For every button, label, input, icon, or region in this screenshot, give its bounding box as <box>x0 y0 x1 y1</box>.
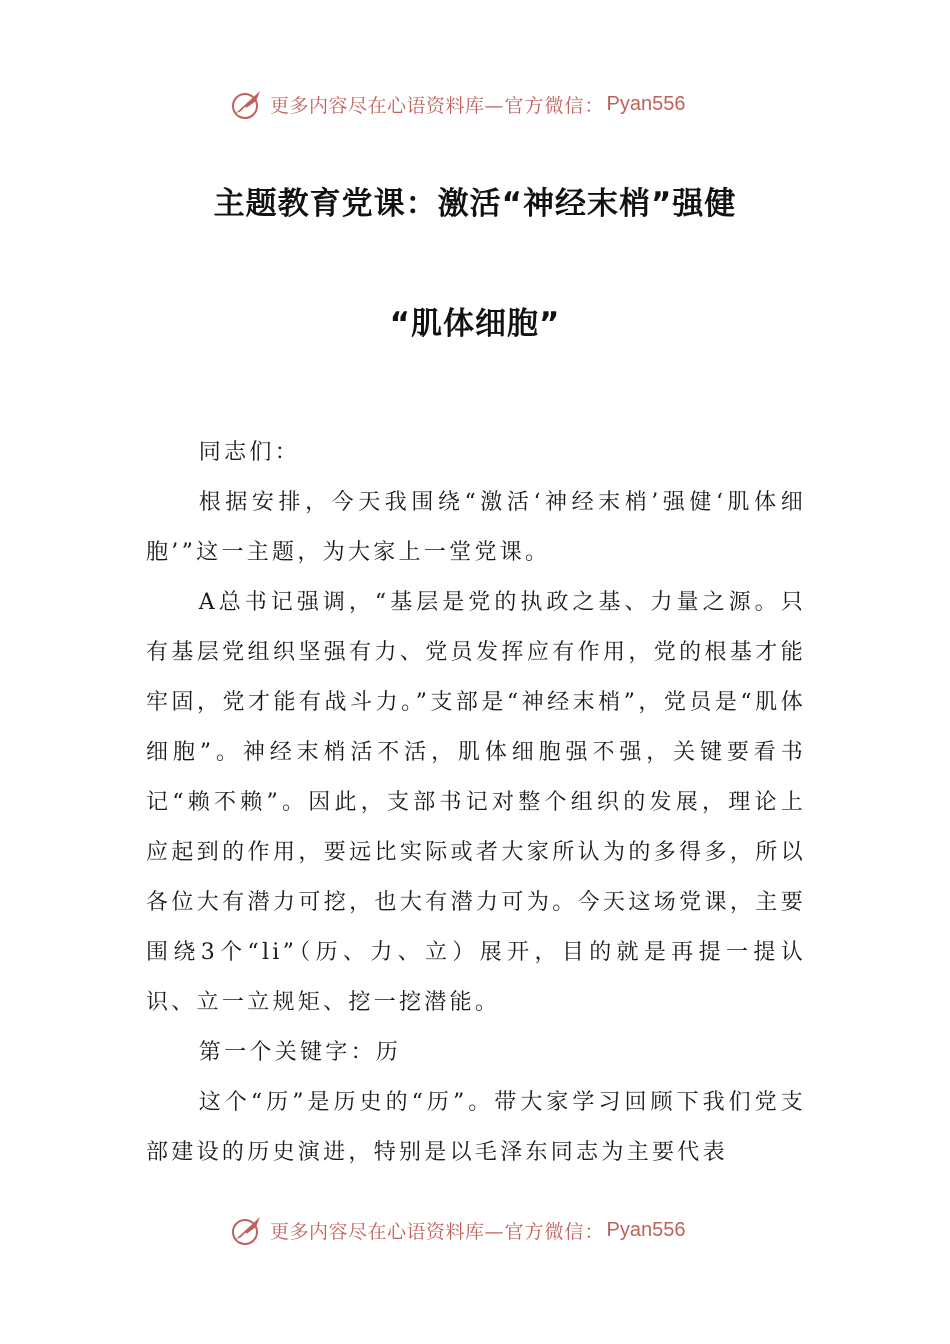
quill-logo-icon <box>230 1213 264 1247</box>
salutation-paragraph: 同志们： <box>198 440 300 465</box>
header-watermark <box>230 86 750 122</box>
footer-watermark <box>230 1212 750 1248</box>
intro-paragraph: 根据安排，今天我围绕“激活‘神经末梢’强健‘肌体细胞’”这一主题，为大家上一堂党课。 <box>146 490 806 565</box>
document-title-line-1: 主题教育党课：激活“神经末梢”强健 <box>213 186 737 222</box>
main-paragraph: A总书记强调，“基层是党的执政之基、力量之源。只有基层党组织坚强有力、党员发挥应有作用，党的根基才能牢固，党才能有战斗力。”支部是“神经末梢”，党员是“肌体细胞”。神经末梢活不活，肌体细胞强不强，关键要看书记“赖不赖”。因此，支部书记对整个组织的发展，理论上应起到的作用，要远比实际或者大家所认为的多得多，所以各位大有潜力可挖，也大有潜力可为。今天这场党课，主要围绕3个“li”（历、力、立）展开，目的就是再提一提认识、立一立规矩、挖一挖潜能。 <box>146 590 806 1015</box>
section-heading: 第一个关键字：历 <box>198 1040 402 1065</box>
document-title-line-2: “肌体细胞” <box>389 306 561 342</box>
watermark-contact-label: —官方微信： <box>484 94 605 117</box>
watermark-wechat-id: Pyan556 <box>606 92 686 115</box>
watermark-text: 更多内容尽在心语资料库 <box>270 1220 485 1243</box>
section-paragraph: 这个“历”是历史的“历”。带大家学习回顾下我们党支部建设的历史演进，特别是以毛泽东同志为主要代表 <box>146 1090 806 1165</box>
watermark-wechat-id: Pyan556 <box>606 1218 686 1241</box>
watermark-text: 更多内容尽在心语资料库 <box>270 94 485 117</box>
quill-logo-icon <box>230 87 264 121</box>
document-body <box>146 428 806 1178</box>
watermark-contact-label: —官方微信： <box>484 1220 605 1243</box>
